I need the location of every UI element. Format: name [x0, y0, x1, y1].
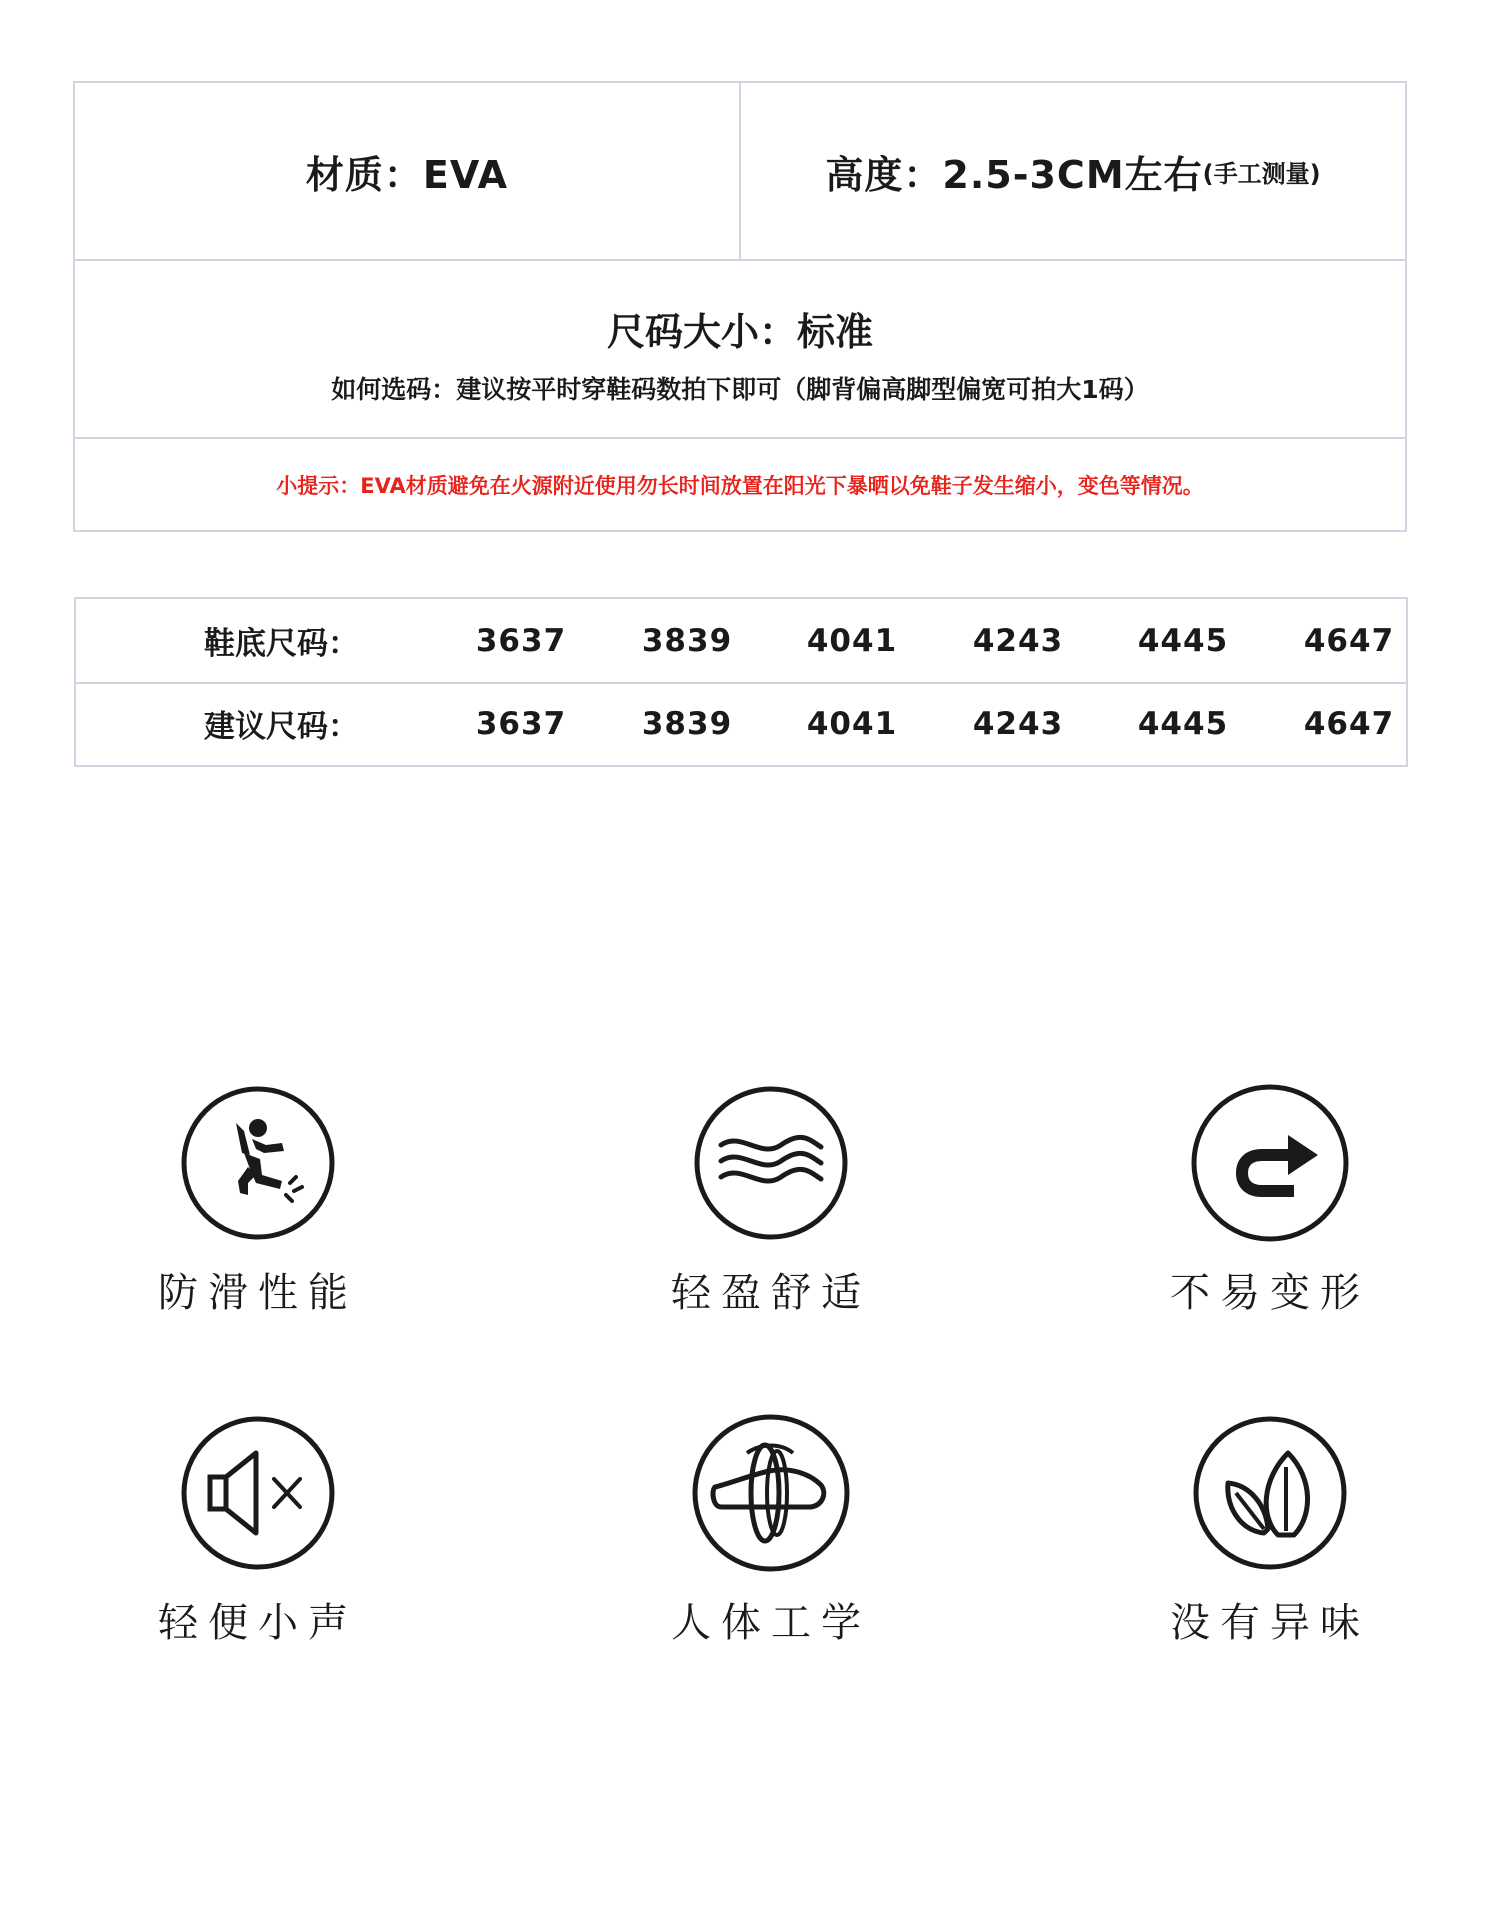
feature-anti-slip	[118, 1083, 398, 1343]
info-row-material-height	[75, 83, 1405, 261]
feature-ergonomic	[631, 1413, 911, 1673]
material-cell	[75, 83, 741, 259]
return-arrow-icon	[1190, 1083, 1350, 1243]
size-value: 4445	[1137, 705, 1229, 742]
material-label: 材质：EVA	[305, 152, 509, 197]
mute-speaker-icon	[178, 1413, 338, 1573]
feature-label: 防滑性能	[158, 1270, 358, 1316]
size-value: 4041	[806, 705, 898, 742]
size-table	[74, 597, 1408, 767]
recommended-size-label: 建议尺码：	[204, 709, 359, 745]
feature-odorless	[1130, 1413, 1410, 1673]
leaves-icon	[1190, 1413, 1350, 1573]
size-value: 3839	[641, 705, 733, 742]
size-value: 4445	[1137, 622, 1229, 659]
size-value: 3637	[475, 622, 567, 659]
feature-quiet	[118, 1413, 398, 1673]
size-value: 4243	[972, 705, 1064, 742]
waves-icon	[691, 1083, 851, 1243]
size-fit-tip: 如何选码：建议按平时穿鞋码数拍下即可（脚背偏高脚型偏宽可拍大1码）	[331, 374, 1149, 404]
size-value: 4647	[1303, 622, 1395, 659]
sole-size-label: 鞋底尺码：	[204, 626, 359, 662]
feature-label: 不易变形	[1170, 1270, 1370, 1316]
feature-label: 轻盈舒适	[671, 1270, 871, 1316]
warning-text: 小提示：EVA材质避免在火源附近使用勿长时间放置在阳光下暴晒以免鞋子发生缩小，变色等情况。	[276, 473, 1204, 498]
size-fit-title: 尺码大小：标准	[606, 309, 873, 354]
height-cell	[741, 83, 1405, 259]
size-value: 3637	[475, 705, 567, 742]
feature-lightweight	[631, 1083, 911, 1343]
feature-label: 轻便小声	[158, 1600, 358, 1646]
size-value: 4647	[1303, 705, 1395, 742]
height-note: (手工测量)	[1202, 159, 1321, 188]
feature-label: 人体工学	[671, 1600, 871, 1646]
product-info-table	[73, 81, 1407, 532]
table-row	[76, 599, 1406, 684]
size-value: 4243	[972, 622, 1064, 659]
slip-person-icon	[178, 1083, 338, 1243]
foot-ergonomic-icon	[691, 1413, 851, 1573]
feature-label: 没有异味	[1170, 1600, 1370, 1646]
table-row	[76, 682, 1406, 765]
size-value: 4041	[806, 622, 898, 659]
info-row-warning	[75, 439, 1405, 530]
info-row-size-fit	[75, 261, 1405, 439]
size-value: 3839	[641, 622, 733, 659]
height-label: 高度：2.5-3CM左右	[825, 152, 1203, 197]
feature-shape-retention	[1130, 1083, 1410, 1343]
